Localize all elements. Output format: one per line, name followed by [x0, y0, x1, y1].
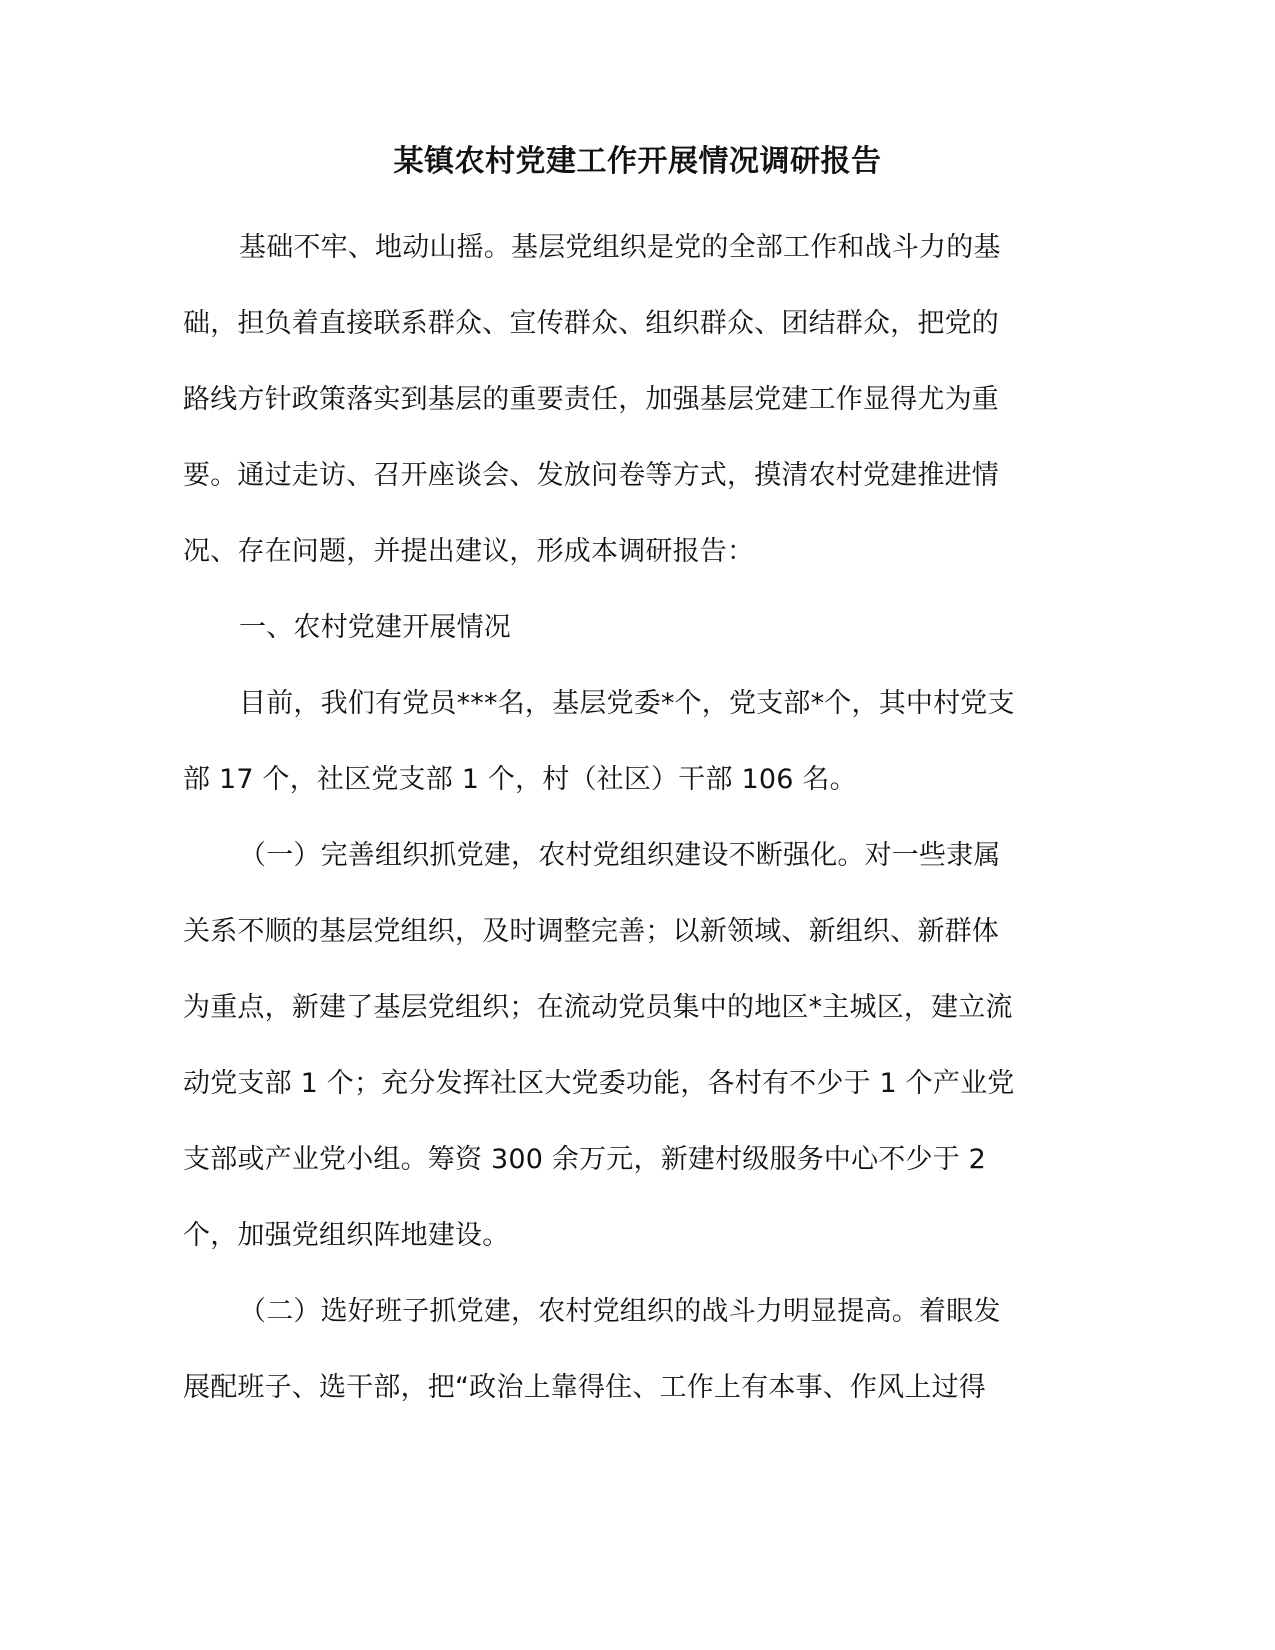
- paragraph-line: 础，担负着直接联系群众、宣传群众、组织群众、团结群众，把党的: [183, 308, 999, 339]
- paragraph-line: 目前，我们有党员***名，基层党委*个，党支部*个，其中村党支: [239, 688, 1015, 719]
- paragraph-line: 展配班子、选干部，把“政治上靠得住、工作上有本事、作风上过得: [183, 1372, 986, 1403]
- section-heading: 一、农村党建开展情况: [239, 612, 511, 643]
- paragraph-line: （二）选好班子抓党建，农村党组织的战斗力明显提高。着眼发: [239, 1296, 1001, 1327]
- paragraph-line: 况、存在问题，并提出建议，形成本调研报告：: [183, 536, 755, 567]
- paragraph-line: 部 17 个，社区党支部 1 个，村（社区）干部 106 名。: [183, 764, 857, 795]
- document-title: 某镇农村党建工作开展情况调研报告: [393, 144, 882, 179]
- paragraph-line: 要。通过走访、召开座谈会、发放问卷等方式，摸清农村党建推进情: [183, 460, 999, 491]
- paragraph-line: 支部或产业党小组。筹资 300 余万元，新建村级服务中心不少于 2: [183, 1144, 987, 1175]
- paragraph-line: 动党支部 1 个；充分发挥社区大党委功能，各村有不少于 1 个产业党: [183, 1068, 1015, 1099]
- document-body: [183, 220, 1079, 1436]
- paragraph-line: （一）完善组织抓党建，农村党组织建设不断强化。对一些隶属: [239, 840, 1001, 871]
- paragraph-line: 关系不顺的基层党组织，及时调整完善；以新领域、新组织、新群体: [183, 916, 999, 947]
- paragraph-line: 个，加强党组织阵地建设。: [183, 1220, 510, 1251]
- paragraph-line: 基础不牢、地动山摇。基层党组织是党的全部工作和战斗力的基: [239, 232, 1001, 263]
- paragraph-line: 为重点，新建了基层党组织；在流动党员集中的地区*主城区，建立流: [183, 992, 1013, 1023]
- paragraph-line: 路线方针政策落实到基层的重要责任，加强基层党建工作显得尤为重: [183, 384, 999, 415]
